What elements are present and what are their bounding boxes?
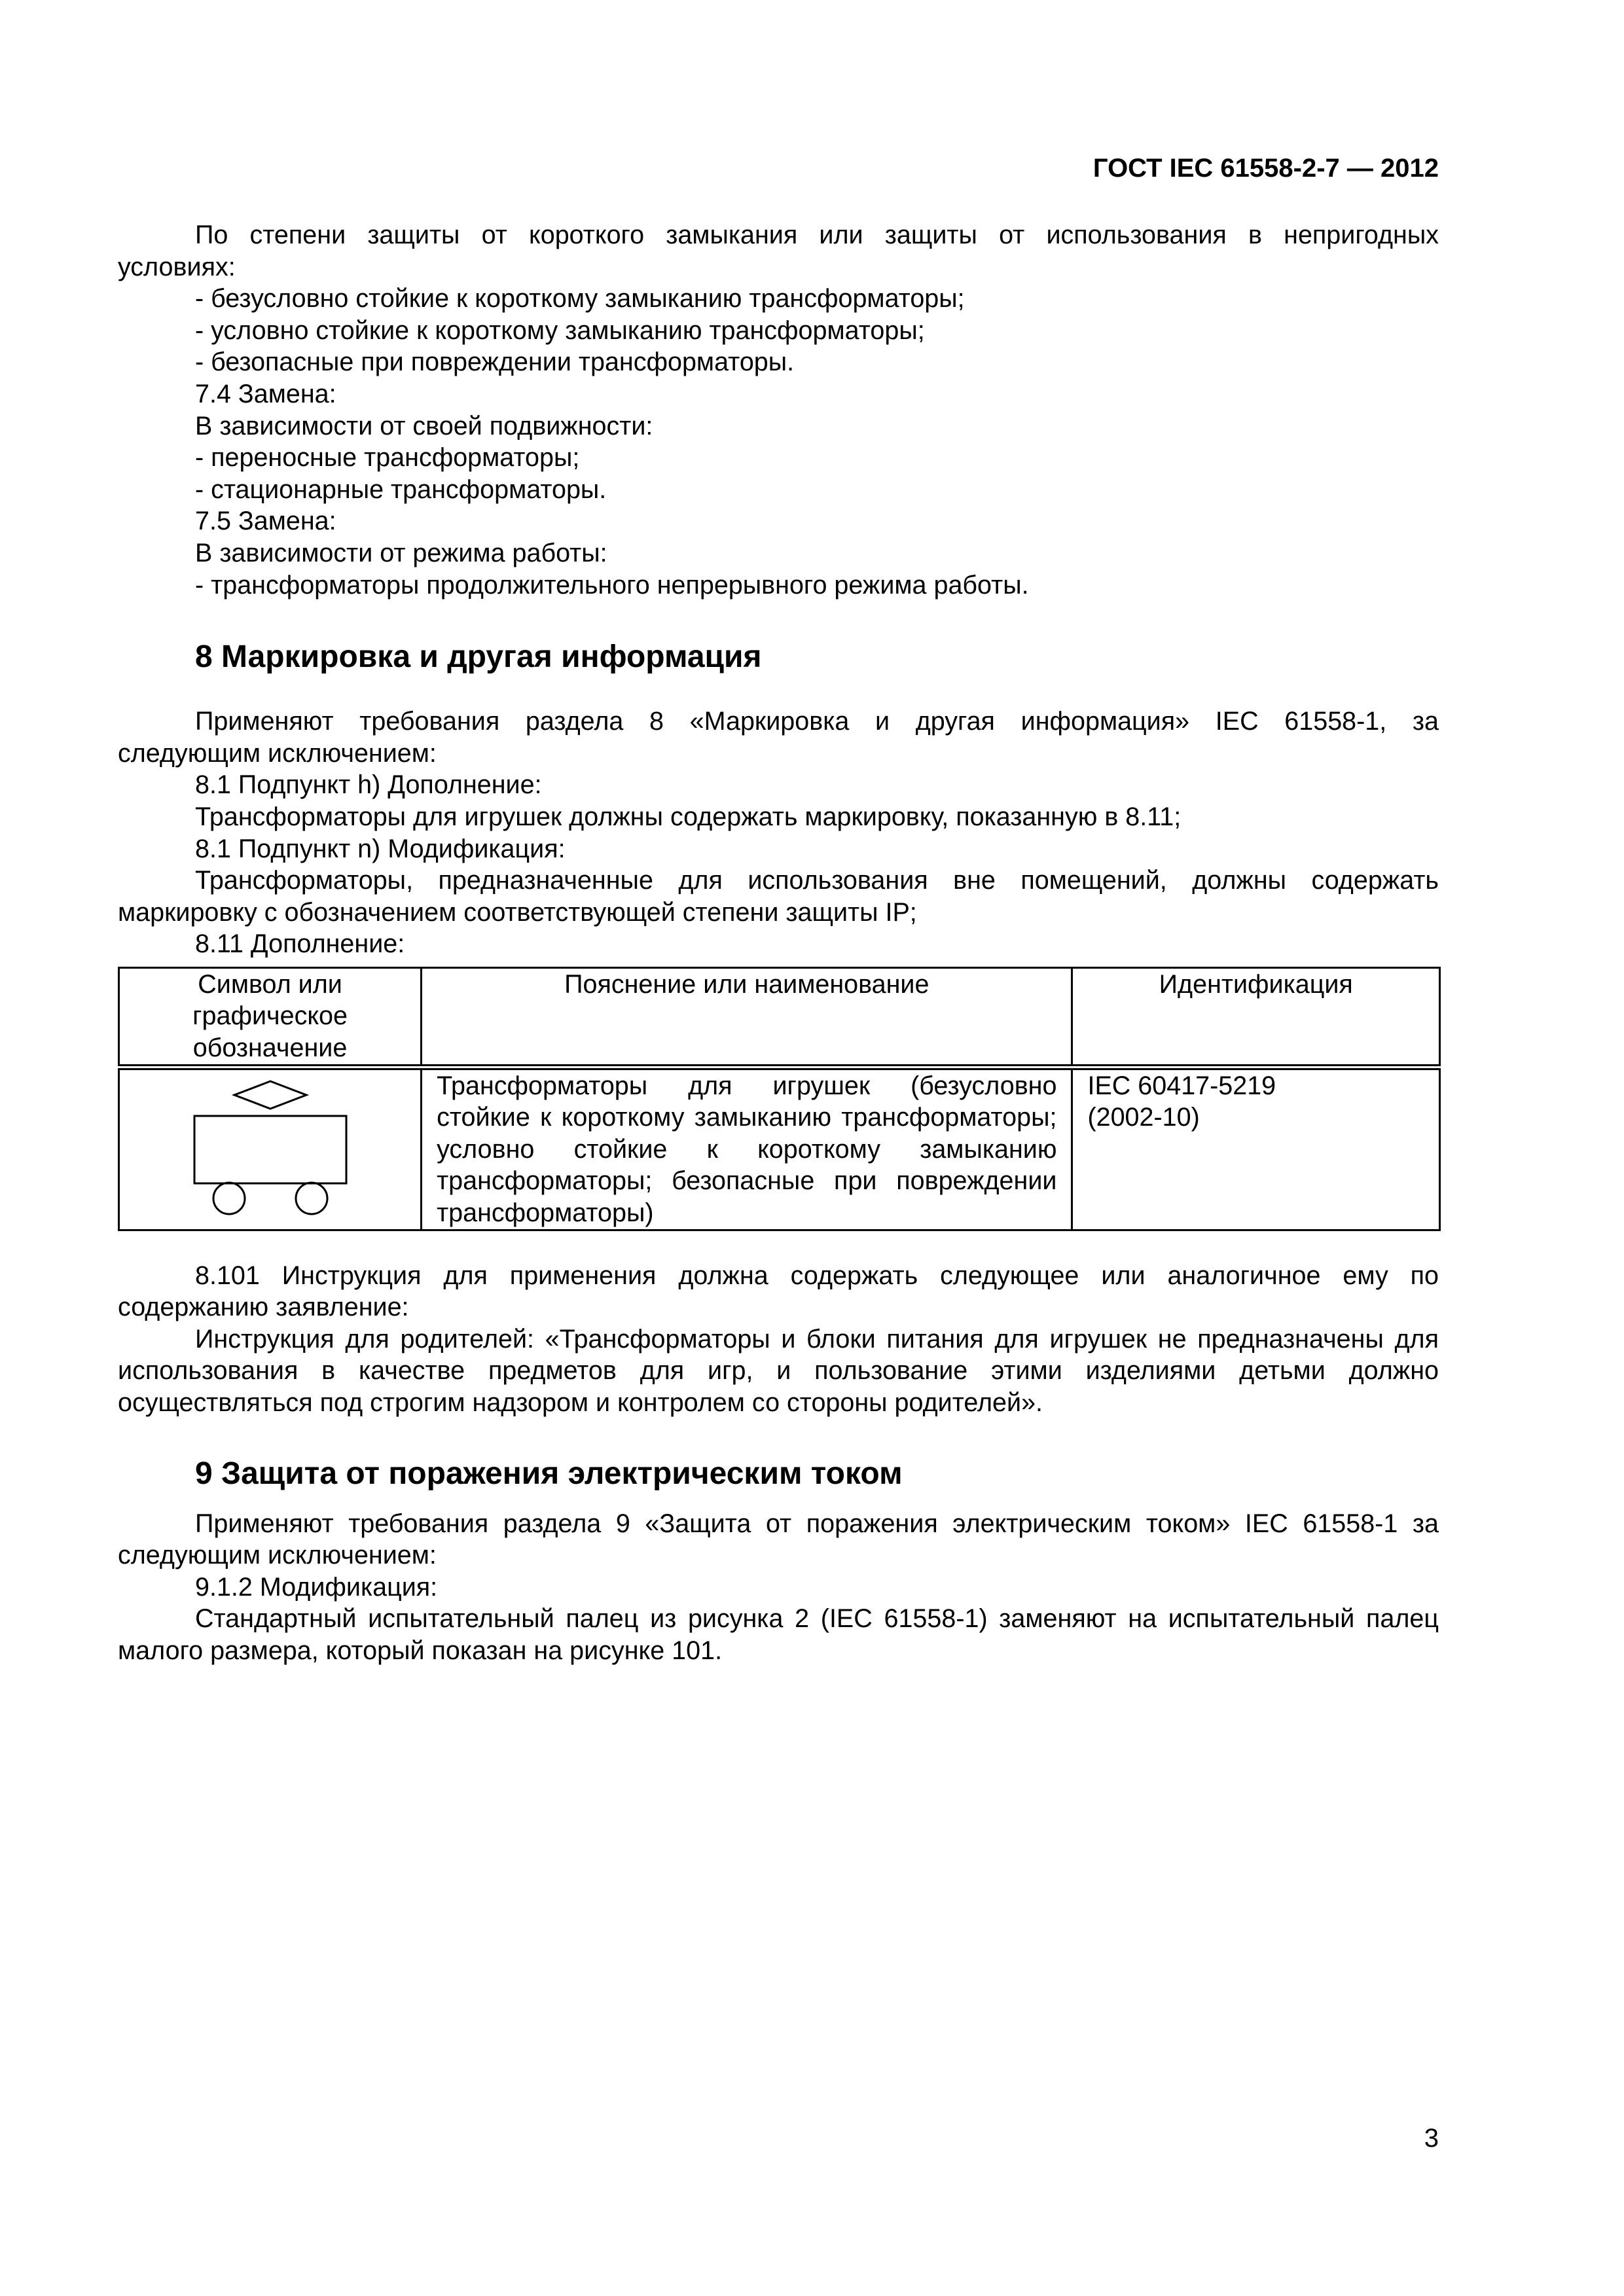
identification-cell xyxy=(1072,1067,1440,1230)
subsection-heading: 8.1 Подпункт n) Модификация: xyxy=(195,834,566,863)
list-item: - стационарные трансформаторы. xyxy=(195,475,607,504)
list-item: - безусловно стойкие к короткому замыканию трансформаторы; xyxy=(195,284,965,314)
subsection-heading: 7.4 Замена: xyxy=(195,379,336,408)
section-9-title: 9 Защита от поражения электрическим током xyxy=(195,1456,903,1491)
identification-date: (2002-10) xyxy=(1087,1103,1200,1132)
table-header-cell: Пояснение или наименование xyxy=(422,967,1072,1067)
paragraph: В зависимости от своей подвижности: xyxy=(195,411,653,440)
paragraph: Инструкция для родителей: «Трансформаторы и блоки питания для игрушек не предназначены для использования в качестве предметов для игр, и пользование этими изделиями детьми должно осуществляться под строгим надзором и контролем со стороны родителей». xyxy=(118,1324,1439,1417)
description-cell: Трансформаторы для игрушек (безусловно стойкие к короткому замыканию трансформаторы; условно стойкие к короткому замыканию трансформаторы; безопасные при повреждении трансформаторы) xyxy=(422,1067,1072,1230)
page-number: 3 xyxy=(1424,2124,1439,2153)
paragraph: Применяют требования раздела 9 «Защита от поражения электрическим током» IEC 61558-1 за xyxy=(195,1509,1439,1538)
paragraph: Применяют требования раздела 8 «Маркировка и другая информация» IEC 61558-1, за xyxy=(195,707,1439,736)
paragraph: Трансформаторы для игрушек должны содержать маркировку, показанную в 8.11; xyxy=(195,802,1182,831)
identification-code: IEC 60417-5219 xyxy=(1087,1071,1276,1100)
subsection-heading: 7.5 Замена: xyxy=(195,507,336,536)
table-header-cell: Идентификация xyxy=(1072,967,1440,1067)
symbol-table xyxy=(118,967,1441,1231)
paragraph: В зависимости от режима работы: xyxy=(195,538,607,567)
table-row xyxy=(119,1067,1440,1230)
list-item: - переносные трансформаторы; xyxy=(195,443,580,473)
toy-transformer-symbol-icon xyxy=(185,1078,355,1215)
paragraph: содержанию заявление: xyxy=(118,1293,409,1322)
paragraph: следующим исключением: xyxy=(118,738,437,768)
paragraph: Стандартный испытательный палец из рисунка 2 (IEC 61558-1) заменяют на испытательный палец малого размера, который показан на рисунке 101. xyxy=(118,1604,1439,1665)
table-header-cell: Символ или графическое обозначение xyxy=(119,967,422,1067)
document-header: ГОСТ IEC 61558-2-7 — 2012 xyxy=(1092,154,1439,183)
paragraph: Трансформаторы, предназначенные для использования вне помещений, должны содержать xyxy=(195,866,1439,895)
subsection-heading: 8.1 Подпункт h) Дополнение: xyxy=(195,770,542,800)
subsection-heading: 9.1.2 Модификация: xyxy=(195,1572,438,1602)
list-item: - безопасные при повреждении трансформаторы. xyxy=(195,348,795,377)
paragraph: маркировку с обозначением соответствующей степени защиты IP; xyxy=(118,897,917,927)
paragraph: По степени защиты от короткого замыкания или защиты от использования в непригодных xyxy=(195,221,1439,249)
paragraph: условиях: xyxy=(118,252,236,281)
main-content xyxy=(118,219,1439,1667)
paragraph: следующим исключением: xyxy=(118,1541,437,1570)
symbol-cell xyxy=(119,1067,422,1230)
table-header-row xyxy=(119,967,1440,1067)
subsection-heading: 8.11 Дополнение: xyxy=(195,929,405,959)
paragraph: 8.101 Инструкция для применения должна содержать следующее или аналогичное ему по xyxy=(195,1261,1439,1290)
list-item: - трансформаторы продолжительного непрерывного режима работы. xyxy=(195,570,1029,600)
section-8-title: 8 Маркировка и другая информация xyxy=(195,639,762,675)
list-item: - условно стойкие к короткому замыканию трансформаторы; xyxy=(195,315,925,345)
